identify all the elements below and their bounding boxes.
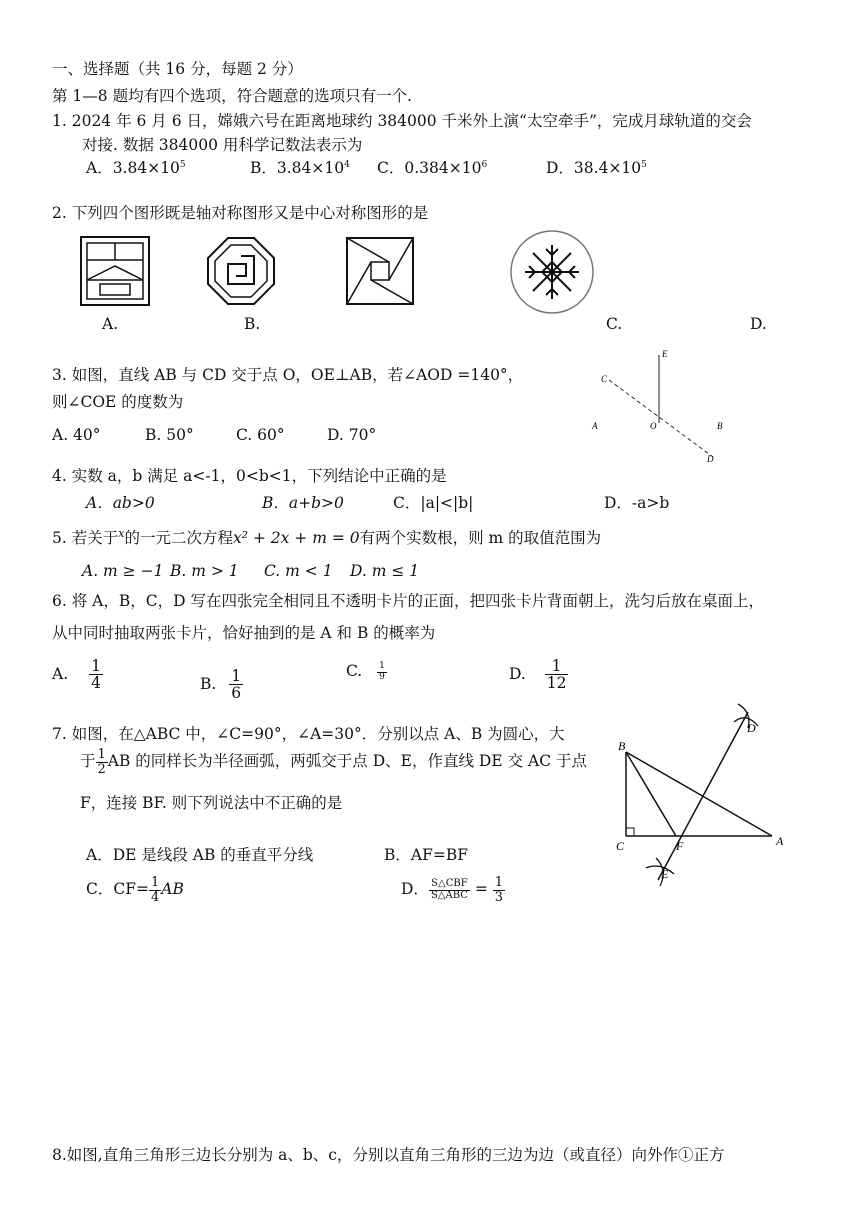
q4-stem: 4. 实数 a，b 满足 a<-1，0<b<1，下列结论中正确的是 — [52, 467, 447, 485]
q3-label-d: D — [707, 454, 714, 464]
q7-option-a[interactable]: A．DE 是线段 AB 的垂直平分线 — [86, 846, 314, 864]
q3-stem-line1: 3. 如图，直线 AB 与 CD 交于点 O，OE⊥AB，若∠AOD =140°， — [52, 366, 524, 384]
q3-option-a[interactable]: A. 40° — [52, 426, 101, 444]
q4-option-b[interactable]: B．a+b>0 — [262, 494, 344, 512]
q4-option-a[interactable]: A．ab>0 — [86, 494, 155, 512]
q2-figure-c — [345, 236, 415, 306]
q2-label-c[interactable]: C. — [606, 315, 623, 333]
q7-stem-line1: 7. 如图，在△ABC 中，∠C=90°，∠A=30°．分别以点 A、B 为圆心，大 — [52, 725, 565, 743]
q7-label-f: F — [676, 839, 684, 853]
q3-label-c: C — [601, 374, 608, 384]
q2-stem: 2. 下列四个图形既是轴对称图形又是中心对称图形的是 — [52, 204, 429, 222]
q2-figure-d — [509, 229, 595, 315]
section-intro: 第 1—8 题均有四个选项，符合题意的选项只有一个. — [52, 87, 413, 105]
q7-label-c: C — [616, 839, 625, 853]
q2-label-a[interactable]: A. — [102, 315, 119, 333]
q7-figure — [606, 700, 806, 890]
q3-option-b[interactable]: B. 50° — [145, 426, 194, 444]
q3-figure — [585, 345, 735, 470]
q7-label-b: B — [618, 739, 626, 753]
q4-option-d[interactable]: D．-a>b — [604, 494, 670, 512]
q6-option-b[interactable]: B. $\frac{1}{6}$ — [200, 667, 242, 703]
q6-option-d[interactable]: D. $\frac{1}{12}$ — [509, 657, 567, 693]
q7-option-b[interactable]: B．AF=BF — [384, 846, 468, 864]
q7-stem-line3: F，连接 BF. 则下列说法中不正确的是 — [80, 794, 343, 812]
q5-stem: 5. 若关于$^x$的一元二次方程x² + 2x + m = 0有两个实数根，则 m 的取值范围为 — [52, 526, 602, 547]
q6-option-a[interactable]: A. $\frac{1}{4}$ — [52, 657, 101, 693]
q7-label-d: D — [747, 721, 756, 735]
q1-option-d[interactable]: D．$38.4\times 10^5$ — [546, 159, 647, 177]
q4-option-c[interactable]: C．|a|<|b| — [393, 494, 474, 512]
q3-label-e: E — [662, 349, 668, 359]
q6-stem-line2: 从中同时抽取两张卡片，恰好抽到的是 A 和 B 的概率为 — [52, 624, 436, 642]
q8-stem-line1: 8.如图,直角三角形三边长分别为 a、b、c，分别以直角三角形的三边为边（或直径）向外作①正方 — [52, 1146, 725, 1164]
q3-label-o: O — [650, 421, 657, 431]
q1-stem-line1: 1. 2024 年 6 月 6 日，嫦娥六号在距离地球约 384000 千米外上演“太空牵手”，完成月球轨道的交会 — [52, 112, 752, 130]
q7-label-e: E — [661, 867, 669, 881]
q5-option-b[interactable]: B. m > 1 — [170, 562, 239, 580]
q6-stem-line1: 6. 将 A，B，C，D 写在四张完全相同且不透明卡片的正面，把四张卡片背面朝上，洗匀后放在桌面上， — [52, 592, 764, 610]
q2-figure-b — [206, 236, 276, 306]
q5-option-c[interactable]: C. m < 1 — [264, 562, 333, 580]
q3-label-b: B — [717, 421, 723, 431]
q1-stem-line2: 对接. 数据 384000 用科学记数法表示为 — [82, 136, 363, 154]
section-heading: 一、选择题（共 16 分，每题 2 分） — [52, 60, 303, 78]
q3-label-a: A — [592, 421, 598, 431]
q1-option-b[interactable]: B．$3.84\times 10^4$ — [250, 159, 350, 177]
q3-option-c[interactable]: C. 60° — [236, 426, 285, 444]
q5-option-d[interactable]: D. m ≤ 1 — [350, 562, 420, 580]
q7-stem-line2: 于 $\frac{1}{2}$ AB 的同样长为半径画弧，两弧交于点 D、E，作直线 DE 交 AC 于点 — [80, 747, 587, 777]
q3-stem-line2: 则∠COE 的度数为 — [52, 393, 184, 411]
q2-label-d[interactable]: D. — [750, 315, 767, 333]
q1-option-c[interactable]: C．$0.384\times 10^6$ — [377, 159, 488, 177]
q2-label-b[interactable]: B. — [244, 315, 261, 333]
q1-option-a[interactable]: A．$3.84\times 10^5$ — [86, 159, 186, 177]
q7-option-d[interactable]: D． $\frac{\text{S△CBF}}{\text{S△ABC}}$ = $\frac{1}{3}$ — [401, 875, 504, 905]
q6-option-c[interactable]: C. $\frac{1}{9}$ — [346, 661, 385, 682]
q2-figure-a — [80, 236, 150, 306]
q7-label-a: A — [776, 834, 784, 848]
q3-option-d[interactable]: D. 70° — [327, 426, 377, 444]
q5-option-a[interactable]: A. m ≥ −1 — [82, 562, 164, 580]
q7-option-c[interactable]: C．CF= $\frac{1}{4}$ AB — [86, 875, 184, 905]
